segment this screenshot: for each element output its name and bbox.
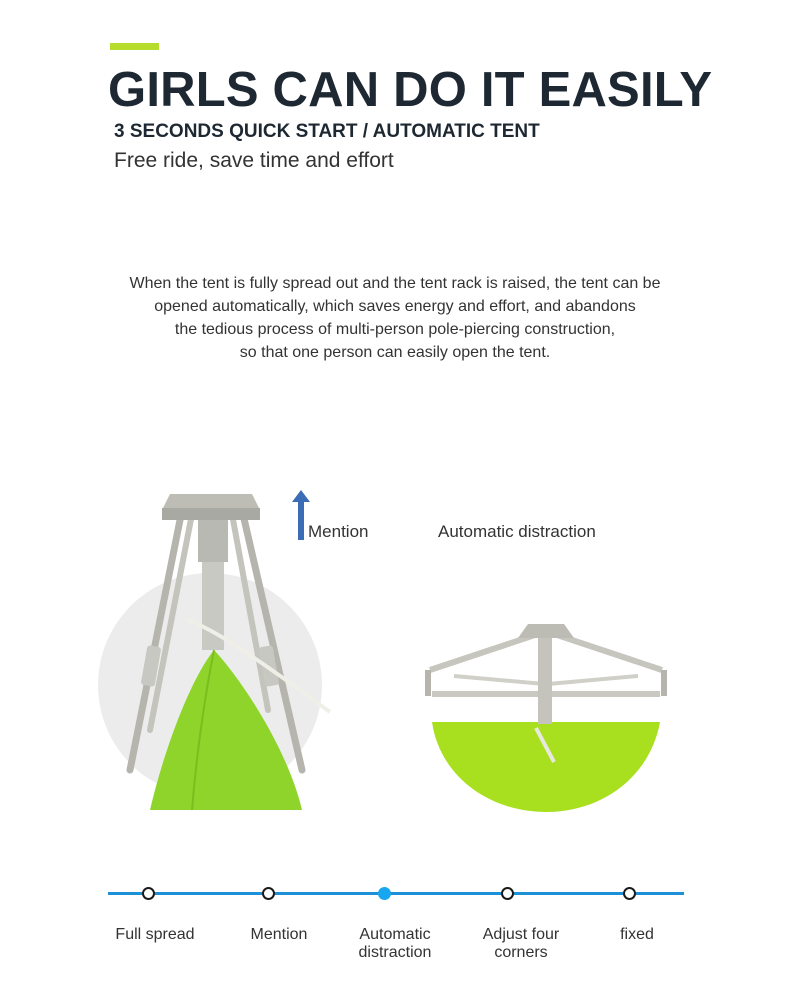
accent-bar (110, 43, 159, 50)
timeline-step-label: fixed (620, 926, 654, 943)
timeline-node (142, 887, 155, 900)
figure-label-automatic-distraction: Automatic distraction (438, 522, 596, 541)
timeline-node (501, 887, 514, 900)
description-line: the tedious process of multi-person pole-piercing construction, (174, 321, 616, 338)
description-line: so that one person can easily open the tent. (239, 344, 551, 361)
progress-timeline (108, 883, 684, 905)
timeline-node (262, 887, 275, 900)
timeline-step-label: Mention (250, 926, 308, 943)
description-line: When the tent is fully spread out and the tent rack is raised, the tent can be (129, 275, 661, 292)
timeline-node-active (378, 887, 391, 900)
timeline-line (108, 892, 684, 895)
description (60, 272, 730, 364)
timeline-node (623, 887, 636, 900)
timeline-step-label: Full spread (115, 926, 195, 943)
description-line: opened automatically, which saves energy and effort, and abandons (154, 298, 636, 315)
figure-label-mention: Mention (308, 522, 369, 541)
tagline: Free ride, save time and effort (114, 149, 394, 172)
timeline-step-label: Adjust four corners (482, 926, 560, 961)
page-subtitle: 3 SECONDS QUICK START / AUTOMATIC TENT (114, 121, 540, 142)
page-title: GIRLS CAN DO IT EASILY (108, 63, 713, 117)
timeline-step-label: Automatic distraction (358, 926, 432, 961)
tent-spread-image (424, 612, 668, 822)
